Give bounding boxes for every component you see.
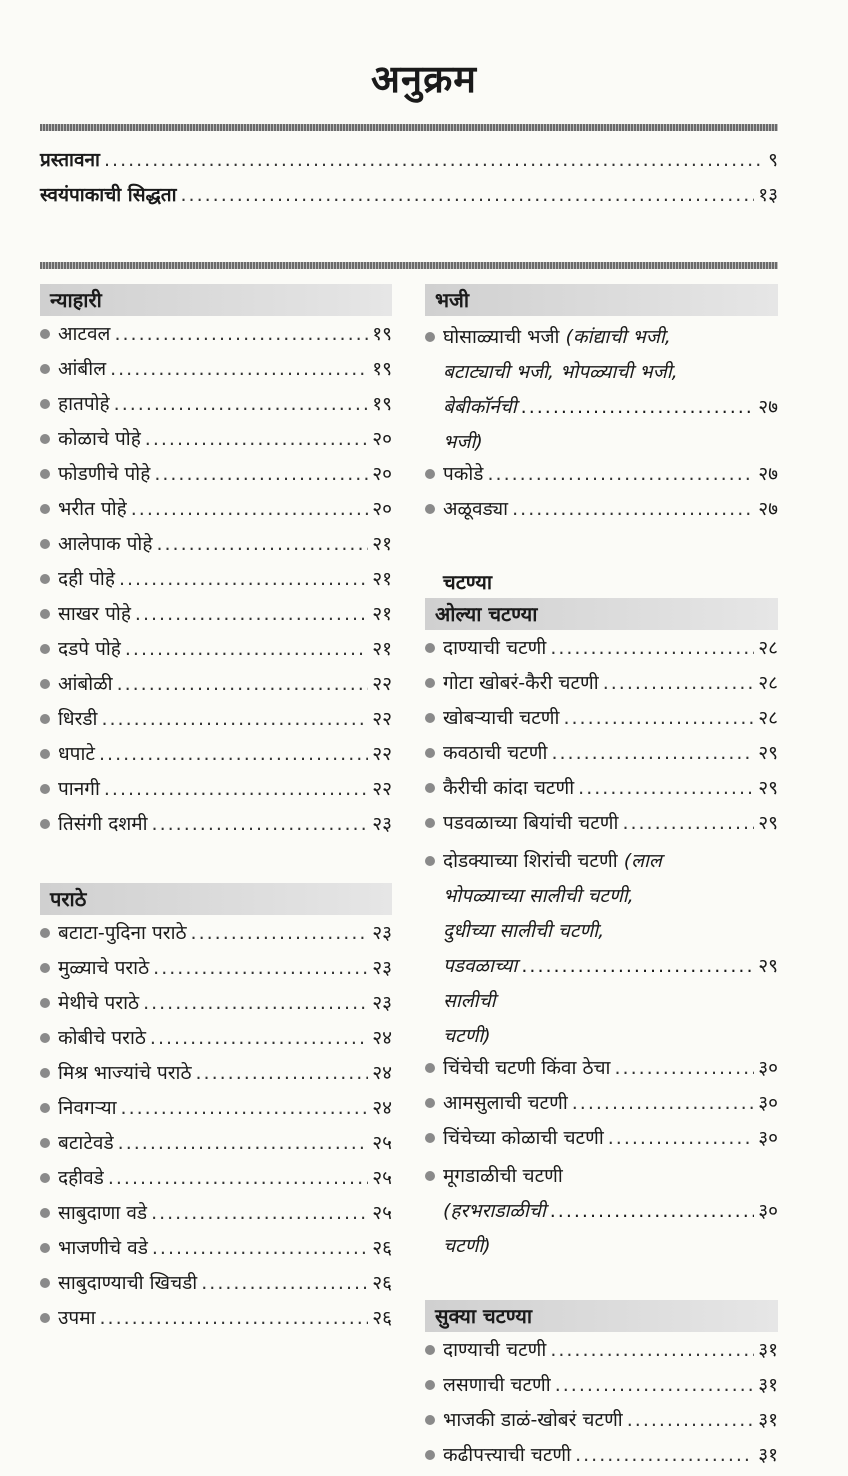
toc-entry-multiline[interactable] (425, 844, 778, 1054)
entry-note: (लाल (623, 850, 662, 872)
bullet-icon (40, 749, 50, 759)
entry-label: गोटा खोबरं-कैरी चटणी (443, 672, 599, 694)
entry-page: ३१ (758, 1409, 778, 1431)
toc-entry[interactable] (40, 635, 392, 670)
bullet-icon (425, 1171, 435, 1181)
toc-entry[interactable] (40, 1059, 392, 1094)
section-heading-olya: ओल्या चटण्या (425, 598, 778, 630)
leader-dots (117, 673, 369, 695)
leader-dots (563, 707, 754, 729)
divider (40, 124, 778, 131)
entry-label: दहीवडे (58, 1167, 104, 1189)
entry-page: २३ (372, 957, 392, 979)
entry-label: मुळ्याचे पराठे (58, 957, 150, 979)
entry-page: २१ (372, 568, 392, 590)
entry-page: २३ (372, 922, 392, 944)
entry-page: २० (372, 428, 392, 450)
entry-page: २४ (372, 1027, 392, 1049)
entry-note: दुधीच्या सालीची चटणी, (443, 920, 605, 942)
entry-page: ३० (758, 1057, 778, 1079)
entry-note: बटाट्याची भजी, भोपळ्याची भजी, (443, 361, 678, 383)
entry-label: दाण्याची चटणी (443, 637, 547, 659)
toc-entry[interactable] (40, 600, 392, 635)
toc-entry[interactable] (40, 705, 392, 740)
toc-entry-multiline[interactable] (425, 320, 778, 460)
leader-dots (181, 184, 755, 206)
toc-entry[interactable] (425, 774, 778, 809)
bullet-icon (425, 332, 435, 342)
entry-label: लसणाची चटणी (443, 1374, 551, 1396)
toc-entry[interactable] (40, 954, 392, 989)
bullet-icon (40, 819, 50, 829)
toc-entry[interactable] (40, 919, 392, 954)
entry-page: २८ (758, 672, 778, 694)
bullet-icon (40, 1208, 50, 1218)
entry-page: २५ (372, 1202, 392, 1224)
bullet-icon (40, 539, 50, 549)
entry-label: दही पोहे (58, 568, 115, 590)
bullet-icon (40, 364, 50, 374)
entry-page: २७ (758, 396, 778, 418)
leader-dots (487, 463, 754, 485)
toc-entry[interactable] (40, 775, 392, 810)
leader-dots (550, 1194, 754, 1229)
leader-dots (104, 778, 368, 800)
bullet-icon (425, 818, 435, 828)
leader-dots (114, 393, 369, 415)
leader-dots (135, 603, 368, 625)
toc-entry[interactable] (425, 1371, 778, 1406)
entry-label: मेथीचे पराठे (58, 992, 140, 1014)
entry-label: साबुदाण्याची खिचडी (58, 1272, 198, 1294)
entry-page: २६ (372, 1307, 392, 1329)
bullet-icon (40, 1068, 50, 1078)
right-column (425, 284, 778, 1476)
leader-dots (622, 812, 754, 834)
leader-dots (101, 708, 368, 730)
entry-label: आंबोळी (58, 673, 113, 695)
toc-entry[interactable] (40, 355, 392, 390)
toc-entry[interactable] (425, 1054, 778, 1089)
leader-dots (152, 813, 369, 835)
entry-label: कढीपत्त्याची चटणी (443, 1444, 572, 1466)
toc-entry[interactable] (425, 1441, 778, 1476)
leader-dots (572, 1092, 754, 1114)
entry-label: कोळाचे पोहे (58, 428, 141, 450)
sukya-list (425, 1336, 778, 1476)
entry-label: घोसाळ्याची भजी (443, 326, 560, 348)
entry-page: १९ (372, 358, 392, 380)
bullet-icon (425, 1133, 435, 1143)
entry-label: कोबीचे पराठे (58, 1027, 146, 1049)
leader-dots (99, 743, 368, 765)
bullet-icon (40, 1313, 50, 1323)
leader-dots (125, 638, 368, 660)
entry-page: २७ (758, 463, 778, 485)
toc-entry[interactable] (425, 495, 778, 530)
toc-entry[interactable] (40, 989, 392, 1024)
toc-entry[interactable] (40, 425, 392, 460)
leader-dots (521, 949, 754, 984)
leader-dots (114, 323, 368, 345)
bullet-icon (40, 1138, 50, 1148)
page-title: अनुक्रम (370, 57, 478, 101)
leader-dots (131, 498, 369, 520)
entry-page: ९ (768, 149, 778, 171)
toc-entry[interactable] (40, 495, 392, 530)
olya-list (425, 634, 778, 844)
bullet-icon (425, 856, 435, 866)
leader-dots (104, 149, 764, 171)
entry-page: २४ (372, 1097, 392, 1119)
entry-label: आमसुलाची चटणी (443, 1092, 568, 1114)
entry-label: प्रस्तावना (40, 149, 100, 171)
entry-label: साखर पोहे (58, 603, 131, 625)
entry-page: २१ (372, 533, 392, 555)
leader-dots (555, 1374, 755, 1396)
entry-label: दडपे पोहे (58, 638, 121, 660)
toc-entry[interactable] (425, 669, 778, 704)
leader-dots (603, 672, 755, 694)
entry-note: बेबीकॉर्नची भजी) (443, 396, 517, 453)
bullet-icon (40, 963, 50, 973)
toc-entry[interactable] (425, 634, 778, 669)
entry-page: ३० (758, 1092, 778, 1114)
leader-dots (145, 428, 368, 450)
entry-page: २३ (372, 813, 392, 835)
toc-entry[interactable] (425, 739, 778, 774)
leader-dots (153, 957, 368, 979)
leader-dots (143, 992, 368, 1014)
leader-dots (512, 498, 754, 520)
entry-label: धपाटे (58, 743, 95, 765)
section-heading-sukya: सुक्या चटण्या (425, 1300, 778, 1332)
bullet-icon (40, 469, 50, 479)
entry-label: अळूवड्या (443, 498, 509, 520)
entry-label: दाण्याची चटणी (443, 1339, 547, 1361)
bullet-icon (425, 1063, 435, 1073)
entry-page: २६ (372, 1272, 392, 1294)
entry-label: साबुदाणा वडे (58, 1202, 148, 1224)
entry-label: निवगऱ्या (58, 1097, 117, 1119)
entry-page: २९ (758, 742, 778, 764)
bullet-icon (425, 1345, 435, 1355)
entry-label: हातपोहे (58, 393, 110, 415)
entry-label: फोडणीचे पोहे (58, 463, 151, 485)
bullet-icon (40, 434, 50, 444)
toc-entry-multiline[interactable] (425, 1159, 778, 1264)
leader-dots (551, 742, 754, 764)
toc-entry[interactable] (40, 530, 392, 565)
bullet-icon (425, 469, 435, 479)
leader-dots (521, 390, 755, 425)
divider (40, 262, 778, 269)
bullet-icon (40, 399, 50, 409)
entry-page: २५ (372, 1132, 392, 1154)
leader-dots (108, 1167, 368, 1189)
bullet-icon (425, 678, 435, 688)
section-heading-nyahari: न्याहारी (40, 284, 392, 316)
bullet-icon (40, 784, 50, 794)
entry-page: २१ (372, 638, 392, 660)
bullet-icon (40, 609, 50, 619)
toc-entry[interactable] (40, 1024, 392, 1059)
entry-page: २८ (758, 637, 778, 659)
entry-label: पडवळाच्या बियांची चटणी (443, 812, 619, 834)
entry-label: मूगडाळीची चटणी (443, 1165, 563, 1187)
entry-note: पडवळाच्या सालीची चटणी) (443, 955, 518, 1047)
bullet-icon (40, 928, 50, 938)
entry-label: बटाटा-पुदिना पराठे (58, 922, 187, 944)
leader-dots (191, 922, 369, 944)
toc-entry[interactable] (40, 1129, 392, 1164)
entry-label: कैरीची कांदा चटणी (443, 777, 575, 799)
leader-dots (201, 1272, 368, 1294)
entry-page: २९ (758, 955, 778, 977)
leader-dots (119, 568, 368, 590)
entry-label: खोबऱ्याची चटणी (443, 707, 560, 729)
bullet-icon (425, 643, 435, 653)
entry-page: २५ (372, 1167, 392, 1189)
entry-note: भोपळ्याच्या सालीची चटणी, (443, 885, 634, 907)
entry-label: भाजणीचे वडे (58, 1237, 148, 1259)
entry-page: २६ (372, 1237, 392, 1259)
entry-label: पानगी (58, 778, 100, 800)
entry-page: २७ (758, 498, 778, 520)
section-heading-bhaji: भजी (425, 284, 778, 316)
toc-entry[interactable] (40, 320, 392, 355)
leader-dots (150, 1027, 368, 1049)
entry-label: पकोडे (443, 463, 484, 485)
leader-dots (152, 1237, 368, 1259)
leader-dots (156, 533, 368, 555)
entry-page: २९ (758, 812, 778, 834)
entry-label: मिश्र भाज्यांचे पराठे (58, 1062, 192, 1084)
group-title-chatanya: चटण्या (443, 570, 493, 594)
bullet-icon (40, 1033, 50, 1043)
entry-label: आंबील (58, 358, 107, 380)
front-matter-list (40, 146, 778, 216)
nyahari-list (40, 320, 392, 845)
toc-entry[interactable] (425, 460, 778, 495)
bullet-icon (40, 329, 50, 339)
toc-entry[interactable] (40, 460, 392, 495)
entry-note: (कांद्याची भजी, (565, 326, 671, 348)
bullet-icon (425, 1098, 435, 1108)
entry-page: २४ (372, 1062, 392, 1084)
bullet-icon (425, 1450, 435, 1460)
toc-entry[interactable] (425, 809, 778, 844)
entry-page: ३१ (758, 1339, 778, 1361)
toc-entry[interactable] (425, 1089, 778, 1124)
entry-label: बटाटेवडे (58, 1132, 114, 1154)
toc-entry[interactable] (40, 1234, 392, 1269)
entry-page: २९ (758, 777, 778, 799)
bullet-icon (425, 1415, 435, 1425)
entry-label: आटवल (58, 323, 111, 345)
entry-page: १९ (372, 393, 392, 415)
toc-entry[interactable] (40, 810, 392, 845)
bullet-icon (425, 1380, 435, 1390)
entry-label: धिरडी (58, 708, 98, 730)
entry-page: २१ (372, 603, 392, 625)
toc-entry[interactable] (425, 704, 778, 739)
entry-page: ३१ (758, 1444, 778, 1466)
entry-label: चिंचेच्या कोळाची चटणी (443, 1127, 604, 1149)
entry-note: (हरभराडाळीची चटणी) (443, 1200, 546, 1257)
bullet-icon (40, 504, 50, 514)
entry-page: २० (372, 463, 392, 485)
toc-entry[interactable] (40, 1164, 392, 1199)
bullet-icon (425, 504, 435, 514)
left-column (40, 284, 392, 1339)
entry-label: उपमा (58, 1307, 96, 1329)
toc-entry[interactable] (40, 1199, 392, 1234)
leader-dots (550, 637, 754, 659)
bullet-icon (40, 1103, 50, 1113)
entry-page: १९ (372, 323, 392, 345)
entry-page: २२ (372, 778, 392, 800)
entry-label: स्वयंपाकाची सिद्धता (40, 184, 177, 206)
leader-dots (575, 1444, 754, 1466)
entry-label: कवठाची चटणी (443, 742, 548, 764)
entry-page: २३ (372, 992, 392, 1014)
toc-entry[interactable] (40, 565, 392, 600)
bullet-icon (40, 1173, 50, 1183)
bullet-icon (425, 713, 435, 723)
parathe-list (40, 919, 392, 1339)
leader-dots (100, 1307, 369, 1329)
bullet-icon (40, 679, 50, 689)
leader-dots (121, 1097, 369, 1119)
bullet-icon (40, 1278, 50, 1288)
leader-dots (110, 358, 368, 380)
bullet-icon (425, 748, 435, 758)
entry-label: चिंचेची चटणी किंवा ठेचा (443, 1057, 611, 1079)
bullet-icon (40, 998, 50, 1008)
bullet-icon (40, 574, 50, 584)
entry-page: २२ (372, 708, 392, 730)
entry-page: १३ (758, 184, 778, 206)
entry-page: २२ (372, 743, 392, 765)
toc-entry[interactable] (425, 1336, 778, 1371)
leader-dots (118, 1132, 369, 1154)
toc-entry[interactable] (40, 670, 392, 705)
toc-entry[interactable] (425, 1406, 778, 1441)
bhaji-list (425, 460, 778, 530)
leader-dots (151, 1202, 368, 1224)
entry-label: आलेपाक पोहे (58, 533, 153, 555)
leader-dots (154, 463, 368, 485)
leader-dots (550, 1339, 754, 1361)
leader-dots (196, 1062, 369, 1084)
bullet-icon (425, 783, 435, 793)
toc-entry[interactable] (40, 740, 392, 775)
bullet-icon (40, 714, 50, 724)
toc-entry[interactable] (40, 1269, 392, 1304)
entry-page: २० (372, 498, 392, 520)
leader-dots (614, 1057, 754, 1079)
entry-page: ३१ (758, 1374, 778, 1396)
entry-label: तिसंगी दशमी (58, 813, 148, 835)
leader-dots (627, 1409, 755, 1431)
entry-page: ३० (758, 1200, 778, 1222)
entry-page: ३० (758, 1127, 778, 1149)
section-heading-parathe: पराठे (40, 883, 392, 915)
toc-entry[interactable] (40, 181, 778, 216)
toc-entry[interactable] (40, 146, 778, 181)
bullet-icon (40, 1243, 50, 1253)
leader-dots (608, 1127, 754, 1149)
toc-entry[interactable] (40, 1304, 392, 1339)
bullet-icon (40, 644, 50, 654)
leader-dots (578, 777, 754, 799)
entry-page: २८ (758, 707, 778, 729)
toc-entry[interactable] (40, 390, 392, 425)
entry-label: दोडक्याच्या शिरांची चटणी (443, 850, 618, 872)
entry-label: भाजकी डाळं-खोबरं चटणी (443, 1409, 623, 1431)
olya-list-2 (425, 1054, 778, 1159)
toc-entry[interactable] (425, 1124, 778, 1159)
entry-label: भरीत पोहे (58, 498, 127, 520)
toc-entry[interactable] (40, 1094, 392, 1129)
entry-page: २२ (372, 673, 392, 695)
